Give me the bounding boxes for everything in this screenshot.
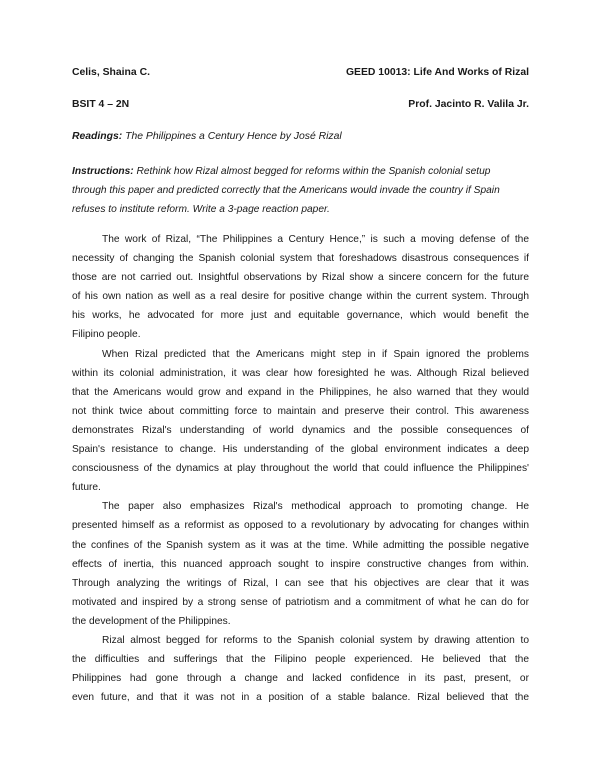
text-line: Rizal almost begged for reforms to the Spanish colonial system by drawing attention to bbox=[102, 634, 529, 646]
header-row-1 bbox=[72, 66, 529, 79]
instructions-line: Instructions: Rethink how Rizal almost begged for reforms within the Spanish colonial setup bbox=[72, 166, 491, 177]
text-line: those are not carried out. Insightful observations by Rizal show a sincere concern for the future bbox=[72, 272, 529, 284]
text-line: The work of Rizal, “The Philippines a Century Hence,” is such a moving defense of the bbox=[102, 234, 529, 245]
text-line: effects of inertia, this nuanced approach sought to inspire constructive changes from within. bbox=[72, 558, 529, 570]
text-line: not think twice about committing force to maintain and preserve their control. This awareness bbox=[72, 405, 529, 417]
text-line: The paper also emphasizes Rizal's methodical approach to promoting change. He bbox=[102, 501, 529, 513]
text-line: within its colonial administration, it was clear how foresighted he was. Although Rizal believed bbox=[72, 367, 529, 379]
header-row-2 bbox=[72, 98, 529, 111]
essay-body bbox=[72, 230, 529, 707]
paragraph-3 bbox=[72, 497, 529, 631]
text-line: consciousness of the dynamics at play throughout the world that could influence the Philippines' bbox=[72, 463, 529, 475]
readings-text: The Philippines a Century Hence by José Rizal bbox=[122, 131, 342, 142]
text-line: the confines of the Spanish system as it was at the time. While admitting the possible negative bbox=[72, 539, 529, 551]
professor: Prof. Jacinto R. Valila Jr. bbox=[408, 99, 529, 110]
document-page bbox=[72, 66, 529, 707]
text-line: the development of the Philippines. bbox=[72, 615, 231, 627]
paragraph-4 bbox=[72, 631, 529, 707]
readings-line bbox=[72, 130, 529, 143]
text-line: When Rizal predicted that the Americans might step in if Spain ignored the problems bbox=[102, 348, 529, 360]
text-line: Filipino people. bbox=[72, 329, 141, 341]
text-line: his works, he advocated for more just and equitable governance, which would benefit the bbox=[72, 310, 529, 322]
student-name: Celis, Shaina C. bbox=[72, 67, 150, 78]
instructions-line: through this paper and predicted correctly that the Americans would invade the country if Spain bbox=[72, 185, 500, 196]
text-line: motivated and inspired by a strong sense of patriotism and a commitment of what he can do for bbox=[72, 596, 529, 608]
instructions-label: Instructions: bbox=[72, 166, 134, 177]
text-line: that the Americans would grow and expand in the Philippines, he also warned that they would bbox=[72, 386, 529, 398]
text-line: Through analyzing the writings of Rizal, I can see that his objectives are clear that it was bbox=[72, 577, 529, 589]
text-line: of his own nation as well as a real desire for positive change within the current system. Through bbox=[72, 291, 529, 303]
paragraph-2 bbox=[72, 345, 529, 498]
text-line: Philippines had gone through a change and lacked confidence in its past, present, or bbox=[72, 673, 529, 685]
section: BSIT 4 – 2N bbox=[72, 99, 130, 110]
text-line: the difficulties and sufferings that the Filipino people experienced. He believed that the bbox=[72, 654, 529, 666]
text-line: presented himself as a reformist as opposed to a revolutionary by advocating for changes within bbox=[72, 520, 529, 532]
text-line: future. bbox=[72, 482, 101, 494]
course-title: GEED 10013: Life And Works of Rizal bbox=[345, 67, 529, 78]
readings-label: Readings: bbox=[72, 131, 123, 142]
instructions bbox=[72, 162, 529, 219]
text-line: necessity of changing the Spanish colonial system that foreshadows disastrous consequences if bbox=[72, 253, 529, 265]
text-line: Spain's resistance to change. His understanding of the global environment indicates a deep bbox=[72, 444, 529, 456]
paragraph-1 bbox=[72, 230, 529, 345]
text-line: even future, and that it was not in a position of a stable balance. Rizal believed that the bbox=[72, 692, 529, 704]
text-line: demonstrates Rizal's understanding of world dynamics and the possible consequences of bbox=[72, 424, 529, 436]
instructions-line: refuses to institute reform. Write a 3-page reaction paper. bbox=[72, 204, 330, 215]
